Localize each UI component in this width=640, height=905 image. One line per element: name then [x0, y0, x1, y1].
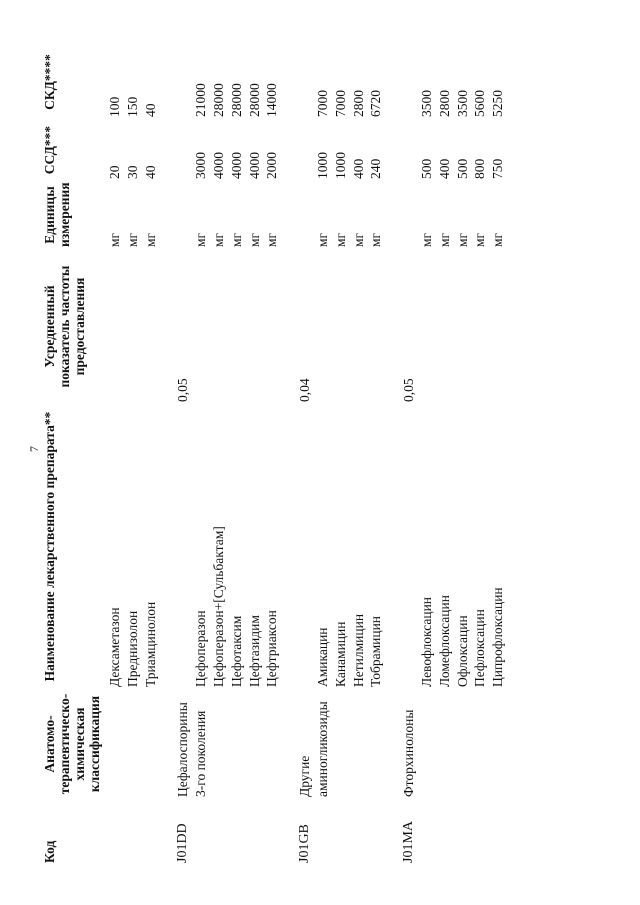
drug-name: Офлоксацин [454, 615, 470, 687]
ssd-cell: 2000 [264, 152, 280, 179]
drug-name: Тобрамицин [368, 615, 384, 687]
unit-cell: мг [472, 232, 488, 247]
skd-cell: 6720 [368, 90, 384, 117]
unit-cell: мг [142, 232, 158, 247]
table-row [142, 45, 160, 865]
table-row [210, 45, 228, 865]
unit-cell: мг [368, 232, 384, 247]
skd-cell: 28000 [246, 83, 262, 117]
skd-cell: 7000 [314, 90, 330, 117]
drug-name: Канамицин [332, 621, 348, 687]
drug-name: Ломефлоксацин [436, 595, 452, 687]
ssd-cell: 4000 [246, 152, 262, 179]
table-row [263, 45, 281, 865]
unit-cell: мг [454, 232, 470, 247]
ssd-cell: 400 [436, 158, 452, 179]
skd-cell: 100 [107, 96, 122, 117]
table-row [367, 45, 385, 865]
page-number: 7 [27, 446, 41, 452]
code-cell: J01GB [297, 824, 313, 863]
drug-name: Цефтазидим [246, 615, 262, 687]
header-ssd: ССД*** [42, 125, 57, 175]
ssd-cell: 400 [350, 158, 366, 179]
ssd-cell: 4000 [228, 152, 244, 179]
table-row [124, 45, 142, 865]
atc-cell: Фторхинолоны [401, 709, 417, 797]
table-row [471, 45, 489, 865]
skd-cell: 40 [142, 103, 158, 117]
ssd-cell: 240 [368, 158, 384, 179]
header-drug: Наименование лекарственного препарата** [42, 411, 57, 682]
skd-cell: 3500 [454, 90, 470, 117]
unit-cell: мг [107, 232, 122, 247]
unit-cell: мг [418, 232, 434, 247]
header-skd: СКД**** [42, 54, 57, 110]
skd-cell: 28000 [210, 83, 226, 117]
header-atc: Анатомо-терапевтическо-химическая классификация [42, 693, 102, 795]
frequency-cell: 0,05 [401, 378, 417, 402]
atc-cell: Цефалоспорины 3-го поколения [175, 702, 209, 797]
section-header-row [296, 45, 314, 865]
header-code: Код [42, 840, 57, 863]
table-row [246, 45, 264, 865]
skd-cell: 5250 [490, 90, 506, 117]
drug-name: Пефлоксацин [472, 609, 488, 687]
ssd-cell: 3000 [193, 152, 209, 179]
drug-table [40, 45, 507, 865]
table-header [40, 45, 106, 865]
ssd-cell: 500 [418, 158, 434, 179]
skd-cell: 28000 [228, 83, 244, 117]
ssd-cell: 40 [142, 165, 158, 179]
unit-cell: мг [210, 232, 226, 247]
unit-cell: мг [246, 232, 262, 247]
unit-cell: мг [264, 232, 280, 247]
ssd-cell: 4000 [210, 152, 226, 179]
drug-name: Левофлоксацин [418, 596, 434, 687]
drug-name: Амикацин [314, 627, 330, 687]
ssd-cell: 1000 [314, 152, 330, 179]
table-row [454, 45, 472, 865]
drug-name: Нетилмицин [350, 613, 366, 687]
skd-cell: 3500 [418, 90, 434, 117]
unit-cell: мг [228, 232, 244, 247]
skd-cell: 2800 [350, 90, 366, 117]
table-row [332, 45, 350, 865]
frequency-cell: 0,04 [297, 378, 313, 402]
header-unit: Единицы измерения [42, 182, 72, 247]
unit-cell: мг [436, 232, 452, 247]
table-row [350, 45, 368, 865]
unit-cell: мг [350, 232, 366, 247]
unit-cell: мг [124, 232, 140, 247]
ssd-cell: 750 [490, 158, 506, 179]
drug-name: Цефтриаксон [264, 610, 280, 687]
drug-name: Дексаметазон [107, 607, 122, 687]
header-frequency: Усредненный показатель частоты предоставления [42, 265, 87, 388]
unit-cell: мг [193, 232, 209, 247]
skd-cell: 7000 [332, 90, 348, 117]
ssd-cell: 20 [107, 165, 122, 179]
skd-cell: 2800 [436, 90, 452, 117]
unit-cell: мг [314, 232, 330, 247]
section-header-row [400, 45, 418, 865]
ssd-cell: 1000 [332, 152, 348, 179]
ssd-cell: 800 [472, 158, 488, 179]
frequency-cell: 0,05 [175, 378, 191, 402]
skd-cell: 5600 [472, 90, 488, 117]
rotated-table-container [40, 45, 600, 865]
unit-cell: мг [490, 232, 506, 247]
code-cell: J01DD [175, 823, 191, 863]
skd-cell: 150 [124, 96, 140, 117]
section-header-row [174, 45, 192, 865]
table-row [228, 45, 246, 865]
drug-name: Цефоперазон [193, 610, 209, 687]
unit-cell: мг [332, 232, 348, 247]
skd-cell: 21000 [193, 83, 209, 117]
atc-cell: Другие аминогликозиды [297, 701, 330, 797]
table-body [106, 45, 507, 865]
table-row [106, 45, 124, 865]
ssd-cell: 500 [454, 158, 470, 179]
drug-name: Преднизолон [124, 610, 140, 687]
drug-name: Цефотаксим [228, 615, 244, 687]
drug-name: Ципрофлоксацин [490, 587, 506, 687]
table-row [489, 45, 507, 865]
table-row [436, 45, 454, 865]
skd-cell: 14000 [264, 83, 280, 117]
code-cell: J01MA [401, 820, 417, 863]
drug-name: Цефоперазон+[Сульбактам] [210, 526, 226, 687]
ssd-cell: 30 [124, 165, 140, 179]
drug-name: Триамцинолон [142, 601, 158, 687]
